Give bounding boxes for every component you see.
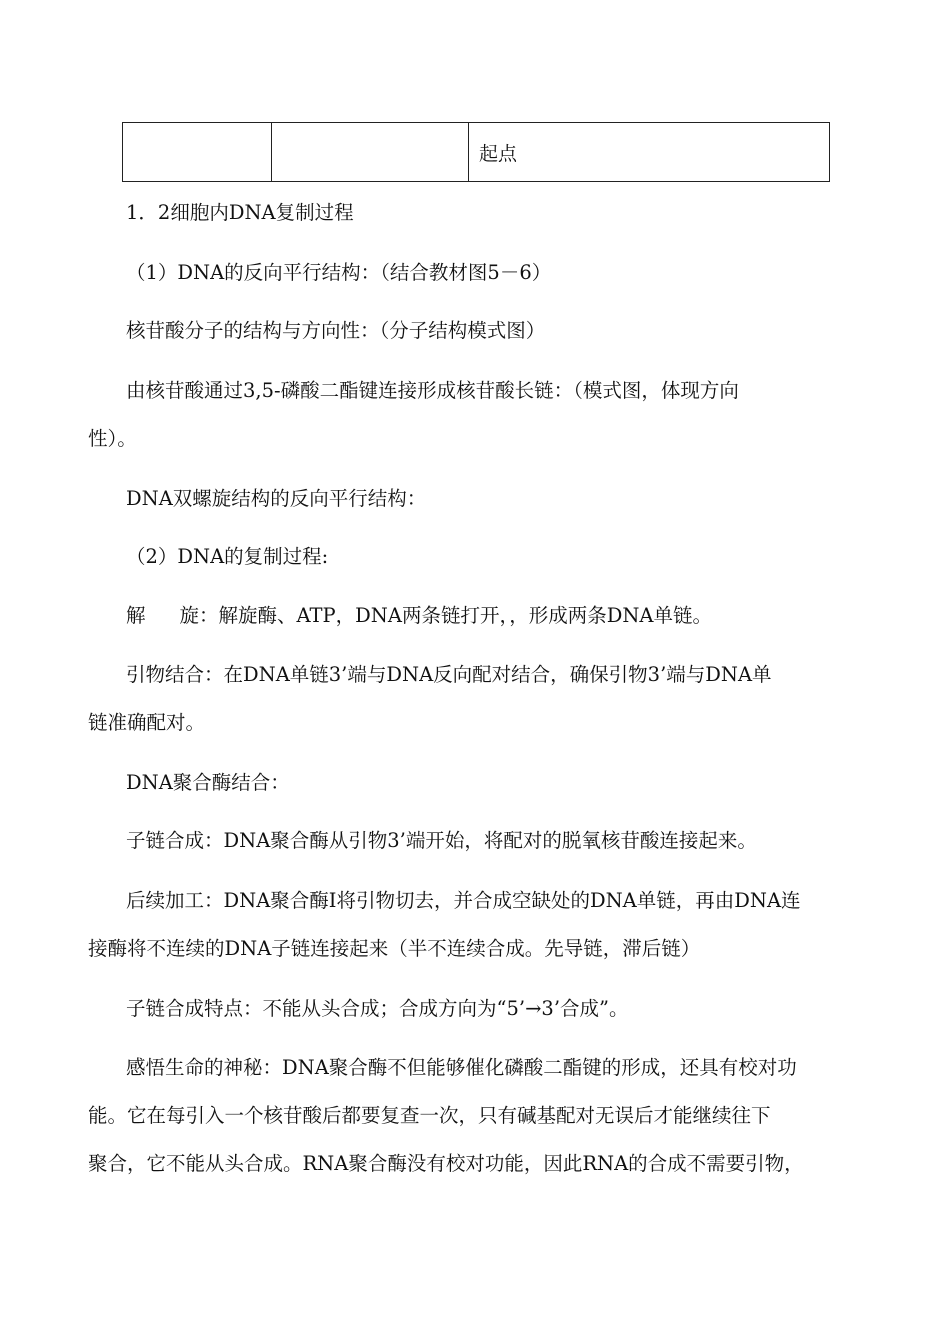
paragraph: 子链合成特点：不能从头合成；合成方向为“5’→3’合成”。 — [126, 997, 629, 1020]
paragraph: DNA双螺旋结构的反向平行结构： — [126, 487, 427, 510]
section-heading: 1．2细胞内DNA复制过程 — [126, 201, 354, 224]
table-fragment — [122, 122, 830, 182]
paragraph: DNA聚合酶结合： — [126, 771, 290, 794]
paragraph-continuation: 链准确配对。 — [88, 711, 206, 734]
paragraph-continuation: 接酶将不连续的DNA子链连接起来（半不连续合成。先导链，滞后链） — [88, 937, 701, 960]
paragraph-continuation: 性）。 — [88, 427, 137, 450]
paragraph — [126, 603, 868, 629]
term-first-char: 解 — [126, 604, 146, 627]
term-rest: 旋：解旋酶、ATP，DNA两条链打开，，形成两条DNA单链。 — [179, 604, 712, 627]
paragraph: 核苷酸分子的结构与方向性：（分子结构模式图） — [126, 319, 546, 342]
paragraph-continuation: 能。它在每引入一个核苷酸后都要复查一次，只有碱基配对无误后才能继续往下 — [88, 1104, 771, 1127]
subsection-heading: （1）DNA的反向平行结构：（结合教材图5－6） — [126, 261, 552, 284]
table-cell: 起点 — [469, 123, 830, 182]
table-row — [123, 123, 830, 182]
table-cell — [123, 123, 272, 182]
paragraph: 后续加工：DNA聚合酶Ⅰ将引物切去，并合成空缺处的DNA单链，再由DNA连 — [126, 889, 801, 912]
paragraph: 子链合成：DNA聚合酶从引物3’端开始，将配对的脱氧核苷酸连接起来。 — [126, 829, 757, 852]
paragraph: 引物结合：在DNA单链3’端与DNA反向配对结合，确保引物3’端与DNA单 — [126, 663, 772, 686]
subsection-heading: （2）DNA的复制过程: — [126, 545, 329, 568]
table-cell — [272, 123, 469, 182]
paragraph-continuation: 聚合，它不能从头合成。RNA聚合酶没有校对功能，因此RNA的合成不需要引物， — [88, 1152, 804, 1175]
paragraph: 由核苷酸通过3,5-磷酸二酯键连接形成核苷酸长链：（模式图，体现方向 — [126, 379, 739, 402]
paragraph: 感悟生命的神秘：DNA聚合酶不但能够催化磷酸二酯键的形成，还具有校对功 — [126, 1056, 797, 1079]
